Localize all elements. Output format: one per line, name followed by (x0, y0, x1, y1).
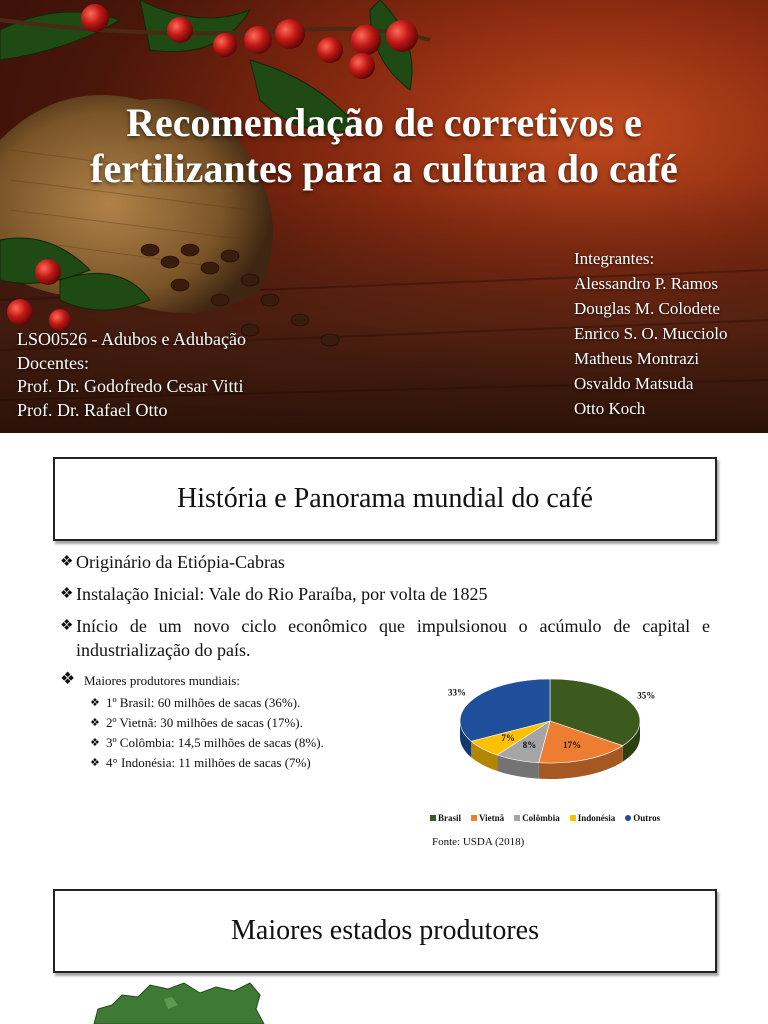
integrante-item: Matheus Montrazi (574, 349, 700, 368)
diamond-bullet-icon: ❖ (60, 669, 76, 688)
chart-legend (430, 813, 660, 823)
producer-text: 2º Vietnã: 30 milhões de sacas (17%). (106, 715, 303, 730)
bullet-text: Originário da Etiópia-Cabras (76, 552, 285, 572)
integrantes-label: Integrantes: (574, 249, 655, 268)
docente-item: Prof. Dr. Godofredo Cesar Vitti (17, 376, 244, 396)
producers-sublist (60, 693, 400, 773)
legend-item (514, 813, 560, 823)
integrante-item: Alessandro P. Ramos (574, 274, 719, 293)
legend-item (625, 813, 660, 823)
producers-pie-chart (420, 653, 680, 853)
legend-item (570, 813, 616, 823)
course-info (17, 328, 246, 422)
title-line-1: Recomendação de corretivos e (126, 100, 642, 145)
pie-data-label: 7% (501, 733, 515, 744)
diamond-bullet-icon: ❖ (60, 554, 74, 570)
docente-item: Prof. Dr. Rafael Otto (17, 399, 168, 420)
producer-text: 1º Brasil: 60 milhões de sacas (36%). (106, 695, 301, 710)
legend-swatch (430, 815, 436, 821)
legend-label: Indonésia (577, 813, 616, 823)
producer-text: 3º Colômbia: 14,5 milhões de sacas (8%). (106, 735, 324, 750)
integrante-item: Douglas M. Colodete (574, 299, 720, 318)
legend-swatch (514, 815, 520, 821)
integrante-item: Otto Koch (574, 399, 646, 418)
pie-data-label: 17% (563, 739, 582, 750)
team-info (574, 246, 727, 421)
legend-label: Brasil (438, 813, 462, 823)
presentation-title (0, 100, 768, 192)
pie-chart-svg (420, 653, 680, 813)
diamond-bullet-icon: ❖ (60, 618, 74, 634)
legend-item (430, 813, 461, 823)
bullet-item (60, 550, 710, 574)
docentes-label: Docentes: (17, 352, 89, 373)
title-line-2: fertilizantes para a cultura do café (90, 146, 678, 191)
history-slide (0, 433, 768, 880)
legend-label: Colômbia (522, 813, 560, 823)
bullet-list (60, 550, 710, 670)
producers-list (60, 671, 400, 773)
producer-item (90, 753, 400, 773)
legend-item (471, 813, 504, 823)
legend-label: Vietnã (479, 813, 505, 823)
legend-swatch (471, 815, 477, 821)
states-slide (0, 880, 768, 1024)
pie-data-label: 35% (637, 690, 656, 701)
slide-heading: História e Panorama mundial do café (53, 457, 717, 541)
brazil-map-image (64, 975, 384, 1024)
producer-item (90, 733, 400, 753)
pie-data-label: 33% (448, 687, 467, 698)
title-slide (0, 0, 768, 433)
producer-item (90, 693, 400, 713)
slide-heading: Maiores estados produtores (53, 889, 717, 973)
diamond-bullet-icon: ❖ (90, 697, 100, 709)
legend-swatch (625, 815, 631, 821)
producers-heading-text: Maiores produtores mundiais: (84, 673, 240, 688)
producer-text: 4° Indonésia: 11 milhões de sacas (7%) (106, 755, 311, 770)
chart-source: Fonte: USDA (2018) (432, 836, 525, 848)
producer-item (90, 713, 400, 733)
integrante-item: Osvaldo Matsuda (574, 374, 694, 393)
diamond-bullet-icon: ❖ (90, 757, 100, 769)
bullet-text: Instalação Inicial: Vale do Rio Paraíba, por volta de 1825 (76, 584, 488, 604)
bullet-item (60, 582, 710, 606)
bullet-text: Início de um novo ciclo econômico que impulsionou o acúmulo de capital e industrialização do país. (76, 616, 710, 660)
integrante-item: Enrico S. O. Mucciolo (574, 324, 728, 343)
pie-data-label: 8% (522, 740, 537, 751)
course-code: LSO0526 - Adubos e Adubação (17, 329, 246, 349)
producers-heading (60, 671, 400, 691)
legend-label: Outros (633, 813, 661, 823)
diamond-bullet-icon: ❖ (90, 737, 100, 749)
legend-swatch (570, 815, 576, 821)
diamond-bullet-icon: ❖ (60, 586, 74, 602)
diamond-bullet-icon: ❖ (90, 717, 100, 729)
